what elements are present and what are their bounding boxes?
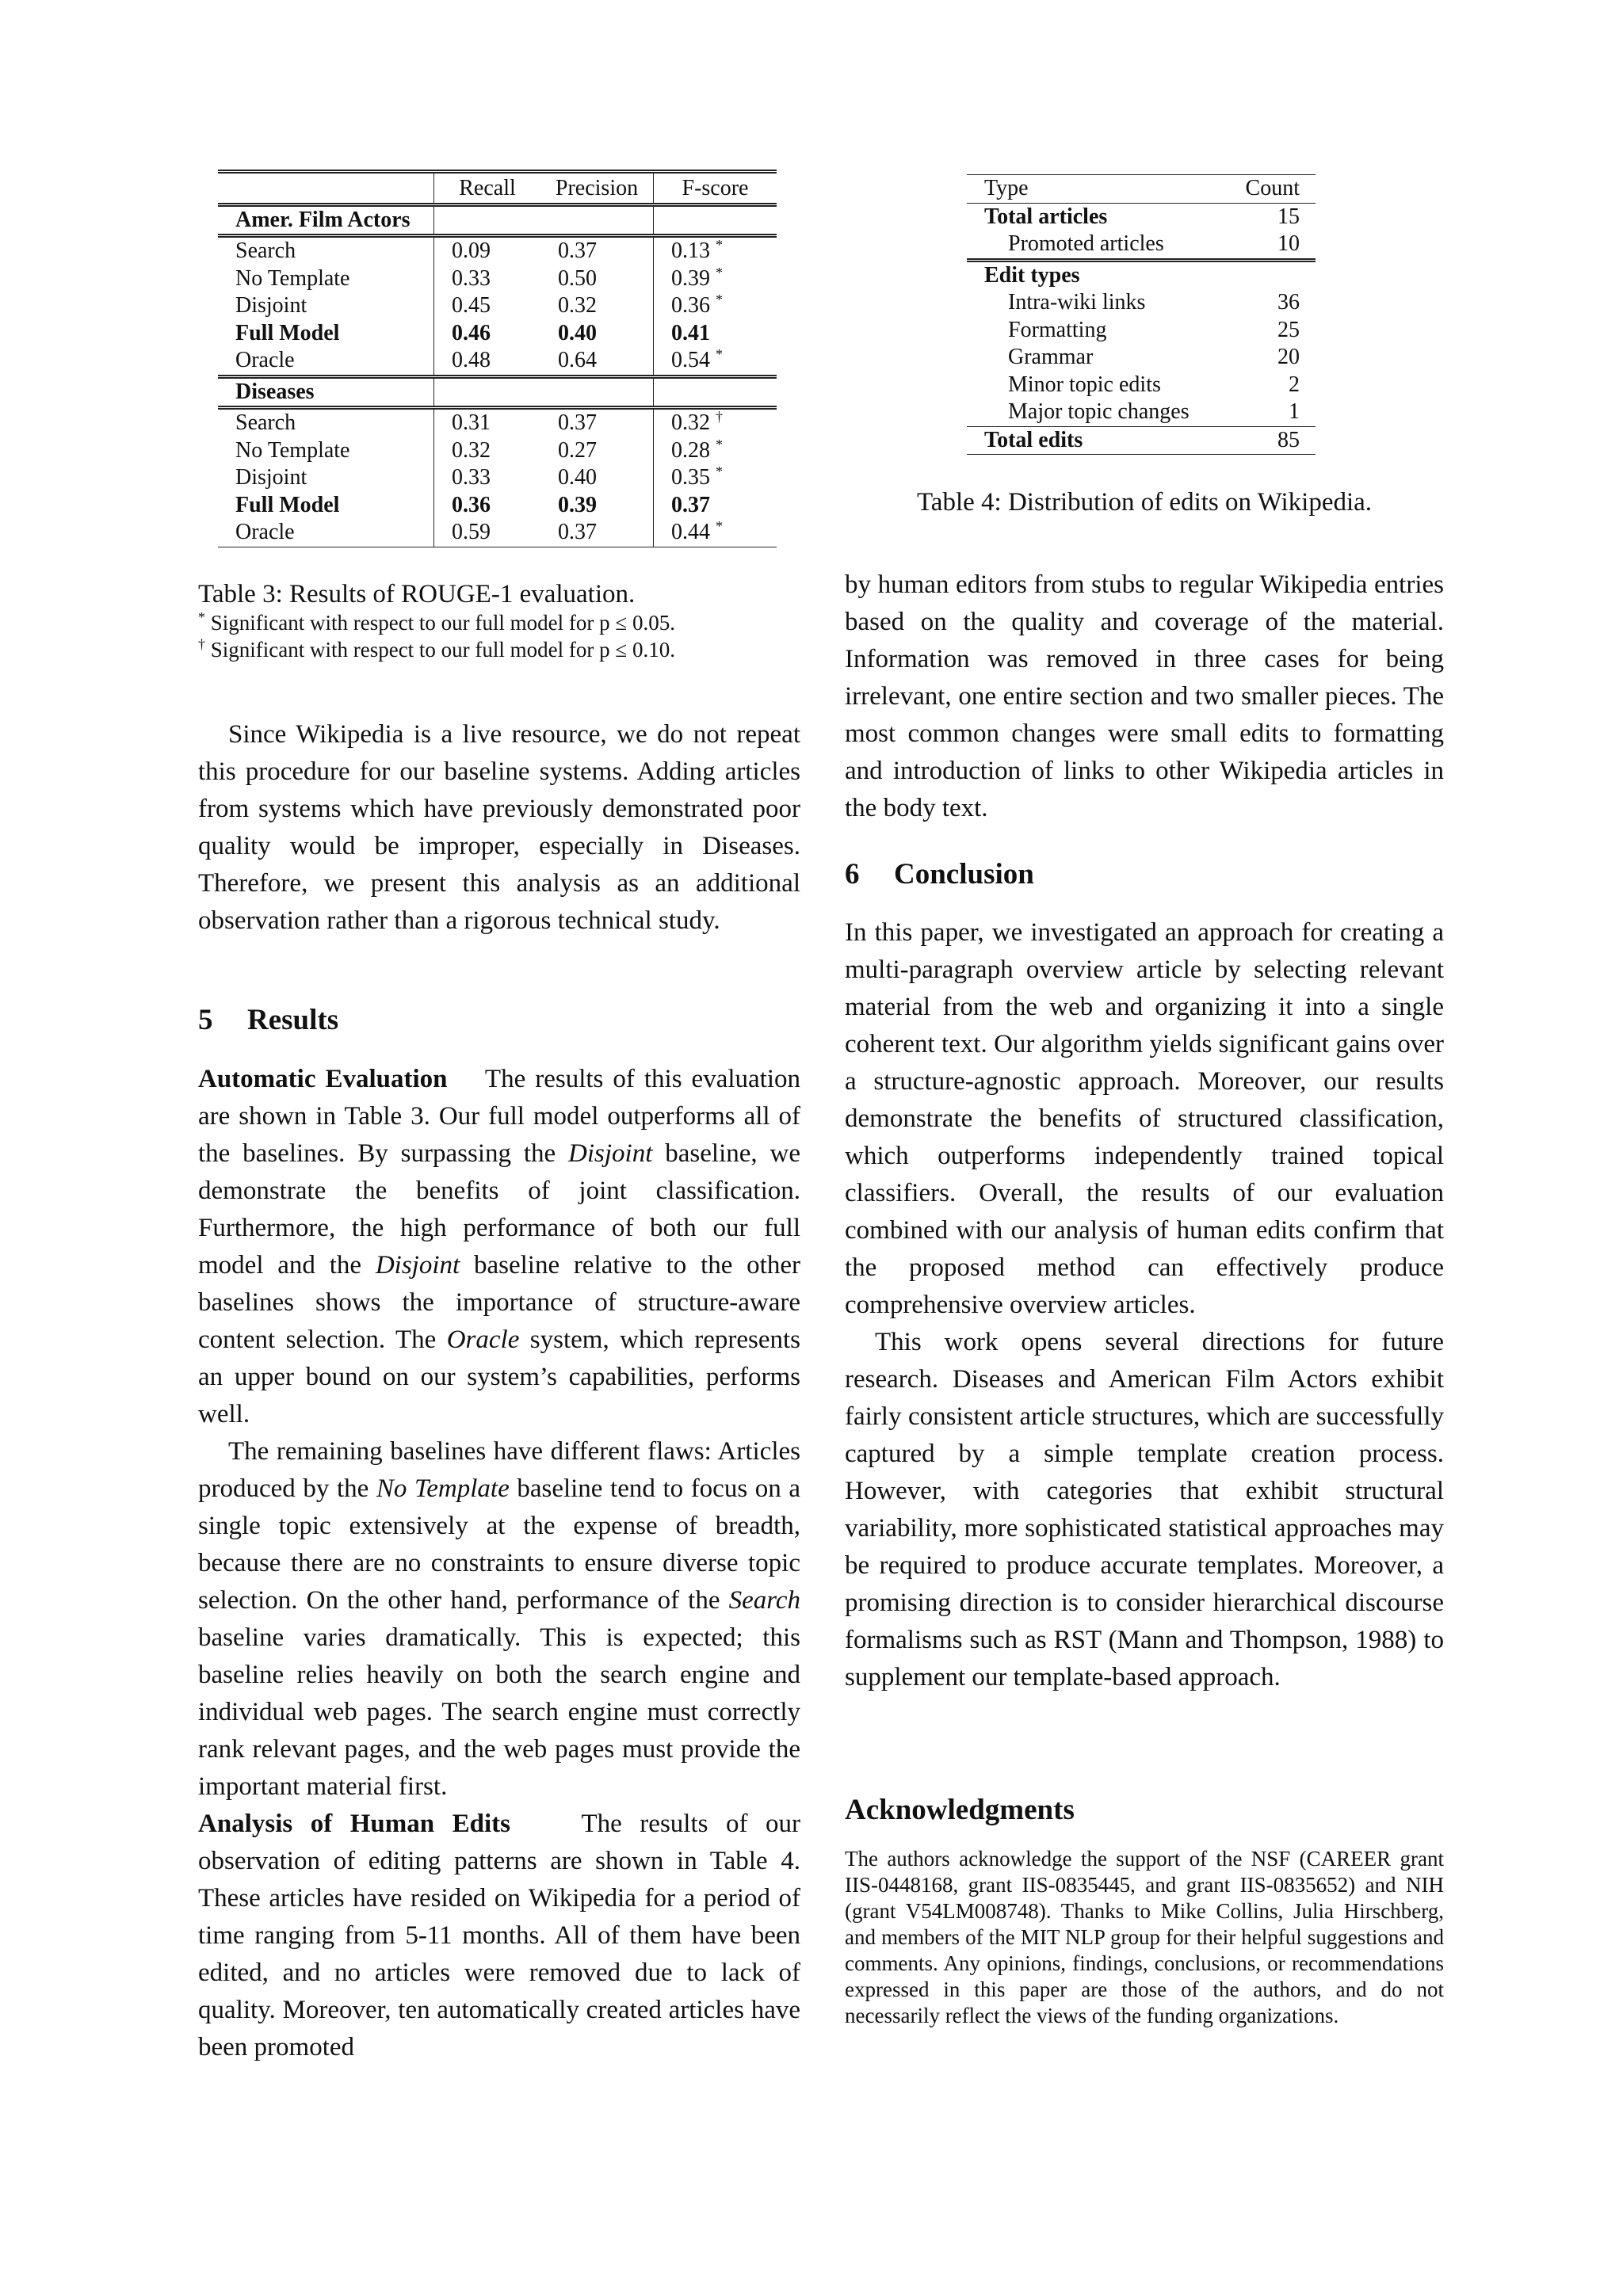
table-row: Search 0.09 0.37 0.13 * xyxy=(218,236,777,265)
left-paragraph-live-resource: Since Wikipedia is a live resource, we do not repeat this procedure for our baseline systems. Adding articles from systems which have previously demonstrated poor quality would be improper, especially in Diseases. Therefore, we present this analysis as an additional observation rather than a rigorous technical study. xyxy=(198,720,800,935)
table-row: Full Model 0.46 0.40 0.41 xyxy=(218,320,777,348)
table-row: Grammar 20 xyxy=(1008,345,1300,369)
results-table xyxy=(218,170,777,547)
edits-table xyxy=(967,174,1316,455)
table-row: No Template 0.32 0.27 0.28 * xyxy=(218,437,777,465)
header-precision: Precision xyxy=(540,172,654,205)
table-header-row: Type Count xyxy=(967,175,1316,204)
table-row: Major topic changes 1 xyxy=(967,399,1316,426)
section-5-heading: 5 Results xyxy=(198,1004,339,1036)
table-header-row xyxy=(218,172,777,205)
table-row: Intra-wiki links 36 xyxy=(1008,290,1300,315)
header-recall: Recall xyxy=(434,172,541,205)
header-blank xyxy=(218,172,434,205)
table-row: No Template 0.33 0.50 0.39 * xyxy=(218,265,777,293)
table-row: Disjoint 0.33 0.40 0.35 * xyxy=(218,464,777,492)
left-paragraph-remaining-baselines: The remaining baselines have different flaws: Articles produced by the No Template baseline tend to focus on a single topic extensively at the expense of breadth, because there are no constraints to ensure diverse topic selection. On the other hand, performance of the Search baseline varies dramatically. This is expected; this baseline relies heavily on both the search engine and individual web pages. The search engine must correctly rank relevant pages, and the web pages must provide the important material first. xyxy=(198,1437,800,1801)
table-row: Formatting 25 xyxy=(1008,317,1300,342)
table-row: Promoted articles 10 xyxy=(967,231,1316,260)
left-paragraph-automatic-evaluation: Automatic Evaluation The results of this evaluation are shown in Table 3. Our full model outperforms all of the baselines. By surpassing the Disjoint baseline, we demonstrate the benefits of joint classification. Furthermore, the high performance of both our full model and the Disjoint baseline relative to the other baselines shows the importance of structure-aware content selection. The Oracle system, which represents an upper bound on our system’s capabilities, performs well. The remaining baselines have different flaws: Articles produced by the No Template baseline tend to focus on a single topic extensively at the expense of breadth, because there are no constraints to ensure diverse topic selection. On the other hand, performance of the Search baseline varies dramatically. This is expected; this baseline relies heavily on both the search engine and individual web pages. The search engine must correctly rank relevant pages, and the web pages must provide the important material first. Analysis of Human Edits The results of our observation of editing patterns are shown in Table 4. These articles have resided on Wikipedia for a period of time ranging from 5-11 months. All of them have been edited, and no articles were removed due to lack of quality. Moreover, ten automatically created articles have been promoted xyxy=(198,1061,800,2066)
acknowledgments-heading: Acknowledgments xyxy=(845,1794,1075,1826)
table4-caption: Table 4: Distribution of edits on Wikipedia. xyxy=(916,488,1373,517)
header-fscore: F-score xyxy=(654,172,777,205)
table3-caption: Table 3: Results of ROUGE-1 evaluation. xyxy=(198,580,636,608)
right-paragraph-continued: by human editors from stubs to regular Wikipedia entries based on the quality and coverage of the material. Information was removed in three cases for being irrelevant, one entire section and two smaller pieces. The most common changes were small edits to formatting and introduction of links to other Wikipedia articles in the body text. xyxy=(845,570,1444,822)
table-row: Total edits 85 xyxy=(967,426,1316,455)
table-row: Full Model 0.36 0.39 0.37 xyxy=(218,492,777,520)
group-label: Diseases xyxy=(218,376,434,408)
table-row: Minor topic edits 2 xyxy=(1008,372,1300,397)
table3-footnote-2: † Significant with respect to our full model for p ≤ 0.10. xyxy=(198,636,675,662)
group-label: Amer. Film Actors xyxy=(218,204,434,236)
right-paragraph-future-work: This work opens several directions for future research. Diseases and American Film Actors exhibit fairly consistent article structures, which are successfully captured by a simple template creation process. However, with categories that exhibit structural variability, more sophisticated statistical approaches may be required to produce accurate templates. Moreover, a promising direction is to consider hierarchical discourse formalisms such as RST (Mann and Thompson, 1988) to supplement our template-based approach. xyxy=(845,1328,1444,1691)
table-row: Search 0.31 0.37 0.32 † xyxy=(218,408,777,437)
group-header-row xyxy=(218,376,777,408)
table-row: Edit types xyxy=(984,262,1080,288)
table3-footnote-1: * Significant with respect to our full model for p ≤ 0.05. xyxy=(198,609,675,635)
table-row: Oracle 0.48 0.64 0.54 * xyxy=(218,347,777,376)
table-row: Total articles 15 xyxy=(984,204,1300,229)
right-paragraph-conclusion: In this paper, we investigated an approach for creating a multi-paragraph overview article by selecting relevant material from the web and organizing it into a single coherent text. Our algorithm yields significant gains over a structure-agnostic approach. Moreover, our results demonstrate the benefits of structured classification, which outperforms independently trained topical classifiers. Overall, the results of our evaluation combined with our analysis of human edits confirm that the proposed method can effectively produce comprehensive overview articles. This work opens several directions for future research. Diseases and American Film Actors exhibit fairly consistent article structures, which are successfully captured by a simple template creation process. However, with categories that exhibit structural variability, more sophisticated statistical approaches may be required to produce accurate templates. Moreover, a promising direction is to consider hierarchical discourse formalisms such as RST (Mann and Thompson, 1988) to supplement our template-based approach. xyxy=(845,914,1444,1696)
left-paragraph-human-edits: Analysis of Human Edits The results of our observation of editing patterns are shown in Table 4. These articles have resided on Wikipedia for a period of time ranging from 5-11 months. All of them have been edited, and no articles were removed due to lack of quality. Moreover, ten automatically created articles have been promoted xyxy=(198,1810,800,2061)
section-6-heading: 6 Conclusion xyxy=(845,858,1034,891)
acknowledgments-text: The authors acknowledge the support of the NSF (CAREER grant IIS-0448168, grant IIS-0835445, and grant IIS-0835652) and NIH (grant V54LM008748). Thanks to Mike Collins, Julia Hirschberg, and members of the MIT NLP group for their helpful suggestions and comments. Any opinions, findings, conclusions, or recommendations expressed in this paper are those of the authors, and do not necessarily reflect the views of the funding organizations. xyxy=(845,1847,1444,2027)
table-row: Oracle 0.59 0.37 0.44 * xyxy=(218,519,777,547)
table-row: Disjoint 0.45 0.32 0.36 * xyxy=(218,292,777,320)
group-header-row xyxy=(218,204,777,236)
